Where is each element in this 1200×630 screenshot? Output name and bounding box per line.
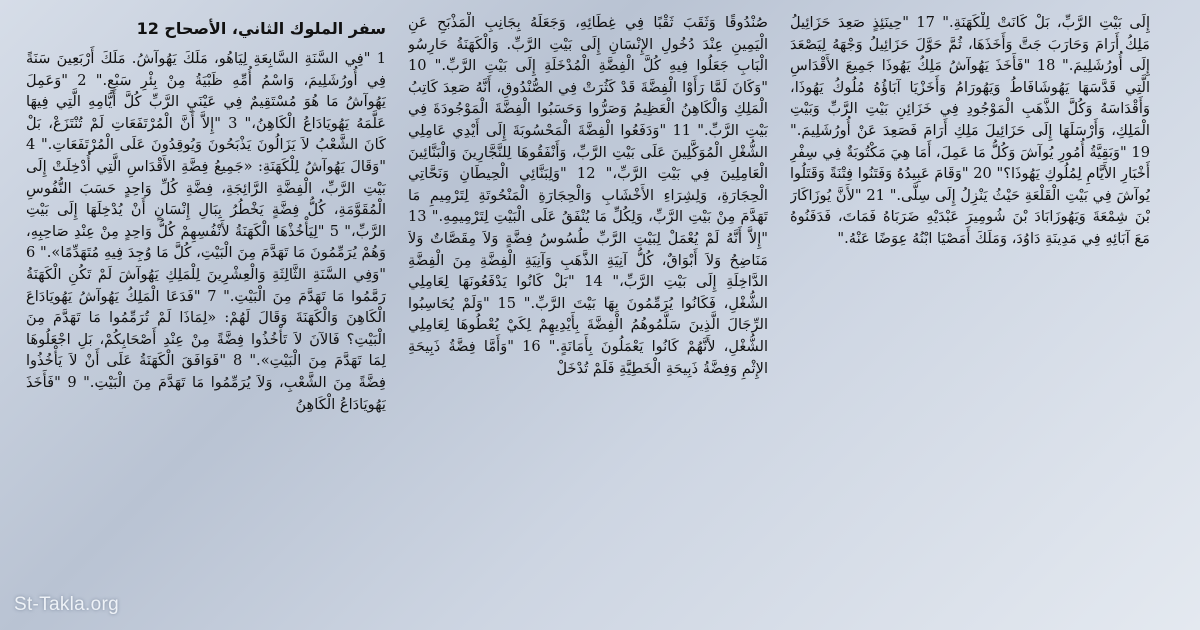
column-middle bbox=[408, 12, 768, 620]
column-right bbox=[26, 12, 386, 620]
column-left bbox=[790, 12, 1150, 620]
watermark-logo: St-Takla.org bbox=[14, 594, 119, 615]
page-title: سفر الملوك الثاني، الأصحاح 12 bbox=[136, 19, 386, 38]
column-text-1: 1 "فِي السَّنَةِ السَّابِعَةِ لِيَاهُو، مَلَكَ يَهُوآشُ. مَلَكَ أَرْبَعِينَ سَنَةً فِي أُورُشَلِيمَ، وَاسْمُ أُمِّهِ ظَبْيَةُ مِنْ بِئْرِ سَبْعٍ." 2 "وَعَمِلَ يَهُوآشُ مَا هُوَ مُسْتَقِيمٌ فِي عَيْنَيِ الرَّبِّ كُلَّ أَيَّامِهِ الَّتِي فِيهَا عَلَّمَهُ يَهُويَادَاعُ الْكَاهِنُ،" 3 "إِلاَّ أَنَّ الْمُرْتَفَعَاتِ لَمْ تُنْتَزَعْ، بَلْ كَانَ الشَّعْبُ لاَ يَزَالُونَ يَذْبَحُونَ وَيُوقِدُونَ عَلَى الْمُرْتَفَعَاتِ." 4 "وَقَالَ يَهُوآشُ لِلْكَهَنَةِ: «جَمِيعُ فِضَّةِ الأَقْدَاسِ الَّتِي أُدْخِلَتْ إِلَى بَيْتِ الرَّبِّ، الْفِضَّةِ الرَّائِجَةِ، فِضَّةِ كُلِّ وَاحِدٍ حَسَبَ النُّفُوسِ الْمُقَوَّمَةِ، كُلُّ فِضَّةٍ يَخْطُرُ بِبَالِ إِنْسَانٍ أَنْ يُدْخِلَهَا إِلَى بَيْتِ الرَّبِّ،" 5 "لِيَأْخُذْهَا الْكَهَنَةُ لأَنْفُسِهِمْ كُلُّ وَاحِدٍ مِنْ عِنْدِ صَاحِبِهِ، وَهُمْ يُرَمِّمُونَ مَا تَهَدَّمَ مِنَ الْبَيْتِ، كُلَّ مَا وُجِدَ فِيهِ مُتَهَدِّمًا»." 6 "وَفِي السَّنَةِ الثَّالِثَةِ وَالْعِشْرِينَ لِلْمَلِكِ يَهُوآشَ لَمْ تَكُنِ الْكَهَنَةُ رَمَّمُوا مَا تَهَدَّمَ مِنَ الْبَيْتِ." 7 "فَدَعَا الْمَلِكُ يَهُوآشُ يَهُويَادَاعَ الْكَاهِنَ وَالْكَهَنَةَ وَقَالَ لَهُمْ: «لِمَاذَا لَمْ تُرَمِّمُوا مَا تَهَدَّمَ مِنَ الْبَيْتِ؟ فَالآنَ لاَ تَأْخُذُوا فِضَّةً مِنْ عِنْدِ أَصْحَابِكُمْ، بَلِ اجْعَلُوهَا لِمَا تَهَدَّمَ مِنَ الْبَيْتِ»." 8 "فَوَافَقَ الْكَهَنَةُ عَلَى أَنْ لاَ يَأْخُذُوا فِضَّةً مِنَ الشَّعْبِ، وَلاَ يُرَمِّمُوا مَا تَهَدَّمَ مِنَ الْبَيْتِ." 9 "فَأَخَذَ يَهُويَادَاعُ الْكَاهِنُ bbox=[26, 50, 386, 413]
column-text-3: إِلَى بَيْتِ الرَّبِّ، بَلْ كَانَتْ لِلْكَهَنَةِ." 17 "حِينَئِذٍ صَعِدَ حَزَائِيلُ مَلِكُ أَرَامَ وَحَارَبَ جَتَّ وَأَخَذَهَا، ثُمَّ حَوَّلَ حَزَائِيلُ وَجْهَهُ لِيَصْعَدَ إِلَى أُورُشَلِيمَ." 18 "فَأَخَذَ يَهُوآشُ مَلِكُ يَهُوذَا جَمِيعَ الأَقْدَاسِ الَّتِي قَدَّسَهَا يَهُوشَافَاطُ وَيَهُورَامُ وَأَخَزْيَا آبَاؤُهُ مُلُوكُ يَهُوذَا، وَأَقْدَاسَهُ وَكُلَّ الذَّهَبِ الْمَوْجُودِ فِي خَزَائِنِ بَيْتِ الرَّبِّ وَبَيْتِ الْمَلِكِ، وَأَرْسَلَهَا إِلَى حَزَائِيلَ مَلِكِ أَرَامَ فَصَعِدَ عَنْ أُورُشَلِيمَ." 19 "وَبَقِيَّةُ أُمُورِ يُوآشَ وَكُلُّ مَا عَمِلَ، أَمَا هِيَ مَكْتُوبَةٌ فِي سِفْرِ أَخْبَارِ الأَيَّامِ لِمُلُوكِ يَهُوذَا؟" 20 "وَقَامَ عَبِيدُهُ وَفَتَنُوا فِتْنَةً وَقَتَلُوا يُوآشَ فِي بَيْتِ الْقَلْعَةِ حَيْثُ يَنْزِلُ إِلَى سِلَّى." 21 "لأَنَّ يُوزَاكَارَ بْنَ شِمْعَةَ وَيَهُوزَابَادَ بْنَ شُومِيرَ عَبْدَيْهِ ضَرَبَاهُ فَمَاتَ، فَدَفَنُوهُ مَعَ آبَائِهِ فِي مَدِينَةِ دَاوُدَ، وَمَلَكَ أَمَصْيَا ابْنُهُ عِوَضًا عَنْهُ." bbox=[790, 14, 1150, 247]
column-text-2: صُنْدُوقًا وَثَقَبَ ثَقْبًا فِي غِطَائِهِ، وَجَعَلَهُ بِجَانِبِ الْمَذْبَحِ عَنِ الْيَمِينِ عِنْدَ دُخُولِ الإِنْسَانِ إِلَى بَيْتِ الرَّبِّ. وَالْكَهَنَةُ حَارِسُو الْبَابِ جَعَلُوا فِيهِ كُلَّ الْفِضَّةِ الْمُدْخَلَةِ إِلَى بَيْتِ الرَّبِّ." 10 "وَكَانَ لَمَّا رَأَوْا الْفِضَّةَ قَدْ كَثُرَتْ فِي الصُّنْدُوقِ، أَنَّهُ صَعِدَ كَاتِبُ الْمَلِكِ وَالْكَاهِنُ الْعَظِيمُ وَصَرُّوا وَحَسَبُوا الْفِضَّةَ الْمَوْجُودَةَ فِي بَيْتِ الرَّبِّ." 11 "وَدَفَعُوا الْفِضَّةَ الْمَحْسُوبَةَ إِلَى أَيْدِي عَامِلِي الشُّغْلِ الْمُوَكَّلِينَ عَلَى بَيْتِ الرَّبِّ، وَأَنْفَقُوهَا لِلنَّجَّارِينَ وَالْبَنَّائِينَ الْعَامِلِينَ فِي بَيْتِ الرَّبِّ،" 12 "وَلِبَنَّائِي الْحِيطَانِ وَنَحَّاتِي الْحِجَارَةِ، وَلِشِرَاءِ الأَخْشَابِ وَالْحِجَارَةِ الْمَنْحُوتَةِ لِتَرْمِيمِ مَا تَهَدَّمَ مِنْ بَيْتِ الرَّبِّ، وَلِكُلِّ مَا يُنْفَقُ عَلَى الْبَيْتِ لِتَرْمِيمِهِ." 13 "إِلاَّ أَنَّهُ لَمْ يُعْمَلْ لِبَيْتِ الرَّبِّ طُسُوسُ فِضَّةٍ وَلاَ مِقَصَّاتٌ وَلاَ مَنَاضِحُ وَلاَ أَبْوَاقٌ، كُلُّ آنِيَةِ الذَّهَبِ وَآنِيَةِ الْفِضَّةِ مِنَ الْفِضَّةِ الدَّاخِلَةِ إِلَى بَيْتِ الرَّبِّ،" 14 "بَلْ كَانُوا يَدْفَعُونَهَا لِعَامِلِي الشُّغْلِ، فَكَانُوا يُرَمِّمُونَ بِهَا بَيْتَ الرَّبِّ." 15 "وَلَمْ يُحَاسِبُوا الرِّجَالَ الَّذِينَ سَلَّمُوهُمُ الْفِضَّةَ بِأَيْدِيهِمْ لِكَيْ يُعْطُوهَا لِعَامِلِي الشُّغْلِ، لأَنَّهُمْ كَانُوا يَعْمَلُونَ بِأَمَانَةٍ." 16 "وَأَمَّا فِضَّةُ ذَبِيحَةِ الإِثْمِ وَفِضَّةُ ذَبِيحَةِ الْخَطِيَّةِ فَلَمْ تُدْخَلْ bbox=[408, 14, 768, 377]
